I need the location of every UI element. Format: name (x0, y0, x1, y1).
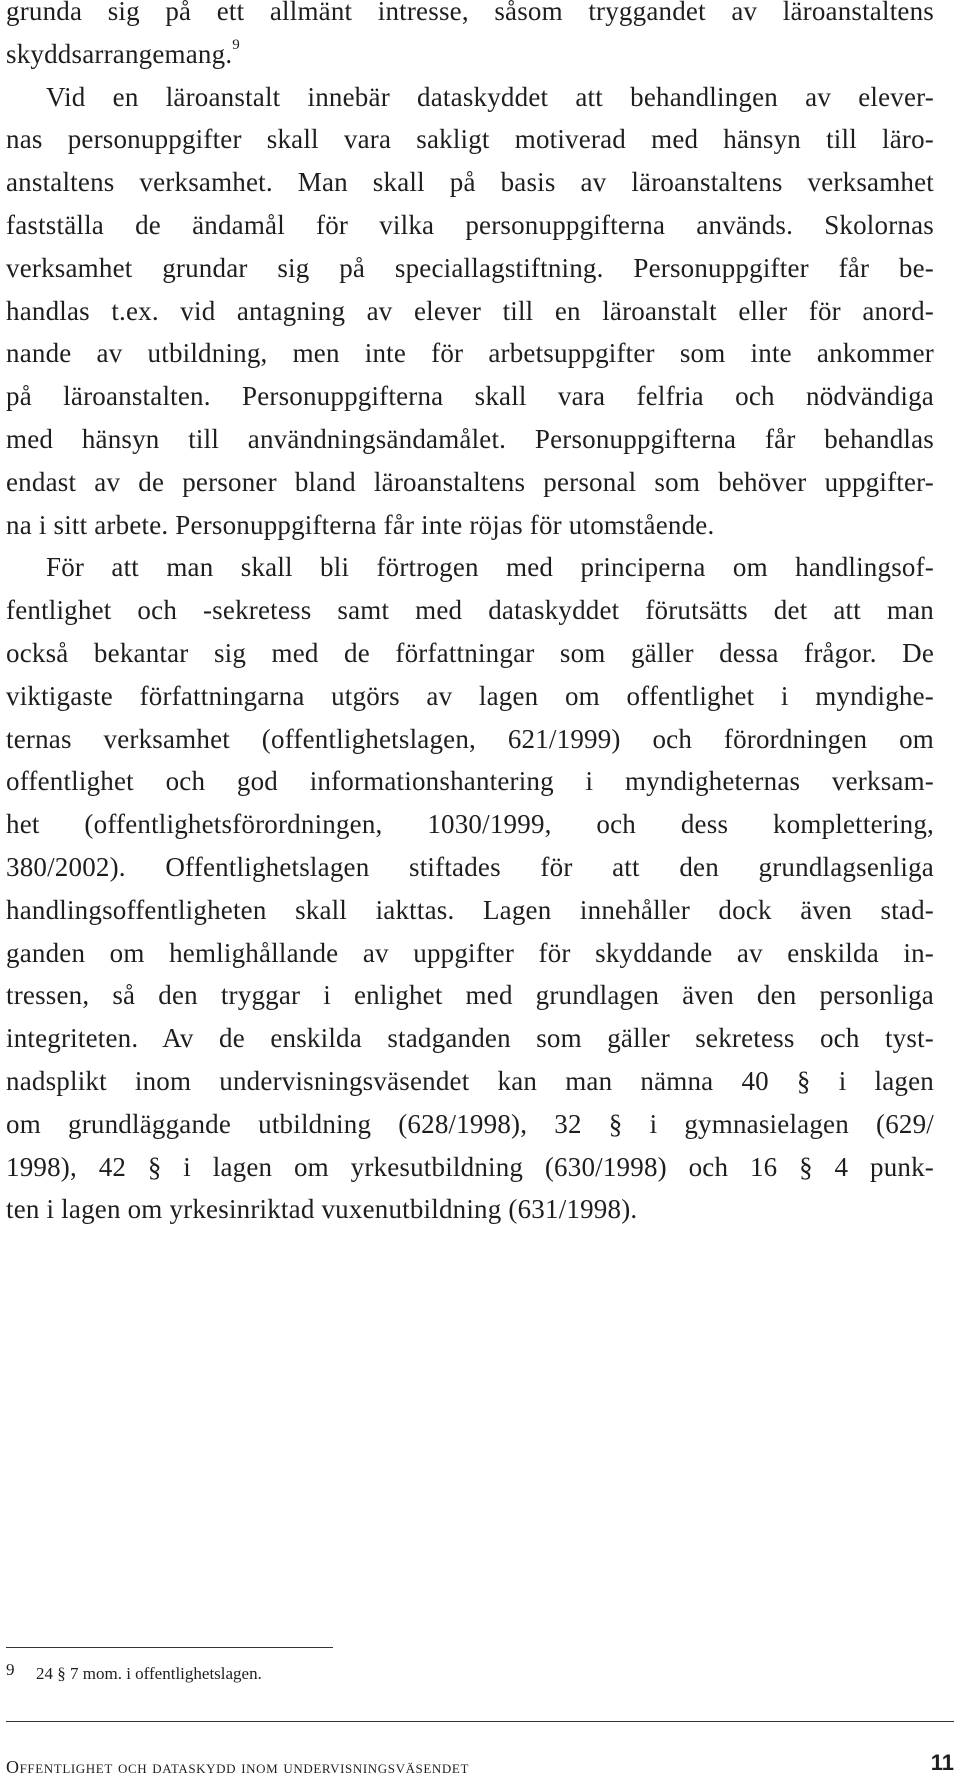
text-line: het (offentlighetsförordningen, 1030/1999, och dess komplettering, (6, 809, 934, 840)
text-line: nadsplikt inom undervisningsväsendet kan man nämna 40 § i lagen (6, 1065, 934, 1096)
footnote-text: 24 § 7 mom. i offentlighetslagen. (36, 1664, 262, 1683)
text-line: anstaltens verksamhet. Man skall på basis av läroanstaltens verksamhet (6, 167, 934, 198)
text-line: 380/2002). Offentlighetslagen stiftades för att den grundlagsenliga (6, 851, 934, 882)
footer-divider (6, 1721, 954, 1722)
text-line: na i sitt arbete. Personuppgifterna får inte röjas för utomstående. (6, 509, 715, 540)
running-title: Offentlighet och dataskydd inom undervisningsväsendet (6, 1757, 469, 1777)
text-line: grunda sig på ett allmänt intresse, såsom tryggandet av läroanstaltens (6, 0, 934, 26)
text-line: handlas t.ex. vid antagning av elever till en läroanstalt eller för anord- (6, 295, 934, 326)
text-line: verksamhet grundar sig på speciallagstiftning. Personuppgifter får be- (6, 252, 934, 283)
text-line: ganden om hemlighållande av uppgifter för skyddande av enskilda in- (6, 937, 934, 968)
text-line (6, 33, 934, 76)
text-line: fastställa de ändamål för vilka personuppgifterna används. Skolornas (6, 209, 934, 240)
text-line: handlingsoffentligheten skall iakttas. Lagen innehåller dock även stad- (6, 894, 934, 925)
page-number: 11 (930, 1750, 954, 1775)
text-line: fentlighet och -sekretess samt med dataskyddet förutsätts det att man (6, 595, 934, 626)
text-line: nande av utbildning, men inte för arbetsuppgifter som inte ankommer (6, 338, 934, 369)
text-line: med hänsyn till användningsändamålet. Personuppgifterna får behandlas (6, 423, 934, 454)
text-line: 1998), 42 § i lagen om yrkesutbildning (630/1998) och 16 § 4 punk- (6, 1151, 934, 1182)
text-line: tressen, så den tryggar i enlighet med grundlagen även den personliga (6, 980, 934, 1011)
text-line: också bekantar sig med de författningar som gäller dessa frågor. De (6, 637, 934, 668)
footnote-divider (6, 1647, 333, 1648)
text-line: nas personuppgifter skall vara sakligt motiverad med hänsyn till läro- (6, 124, 934, 155)
paragraph-start-line: Vid en läroanstalt innebär dataskyddet att behandlingen av elever- (46, 81, 934, 112)
text-line: ten i lagen om yrkesinriktad vuxenutbildning (631/1998). (6, 1194, 638, 1225)
text-line: integriteten. Av de enskilda stadganden som gäller sekretess och tyst- (6, 1023, 934, 1054)
footnote-reference[interactable]: 9 (232, 36, 240, 53)
text-line-content: skyddsarrangemang. (6, 38, 233, 69)
body-text (6, 0, 934, 1231)
text-line: om grundläggande utbildning (628/1998), 32 § i gymnasielagen (629/ (6, 1108, 934, 1139)
footnote (6, 1658, 606, 1686)
text-line: på läroanstalten. Personuppgifterna skall vara felfria och nödvändiga (6, 381, 934, 412)
text-line: endast av de personer bland läroanstaltens personal som behöver uppgifter- (6, 466, 934, 497)
text-line: viktigaste författningarna utgörs av lagen om offentlighet i myndighe- (6, 680, 934, 711)
text-line: offentlighet och god informationshantering i myndigheternas verksam- (6, 766, 934, 797)
footnote-number: 9 (6, 1660, 15, 1679)
paragraph-start-line: För att man skall bli förtrogen med principerna om handlingsof- (46, 552, 934, 583)
text-line: ternas verksamhet (offentlighetslagen, 621/1999) och förordningen om (6, 723, 934, 754)
